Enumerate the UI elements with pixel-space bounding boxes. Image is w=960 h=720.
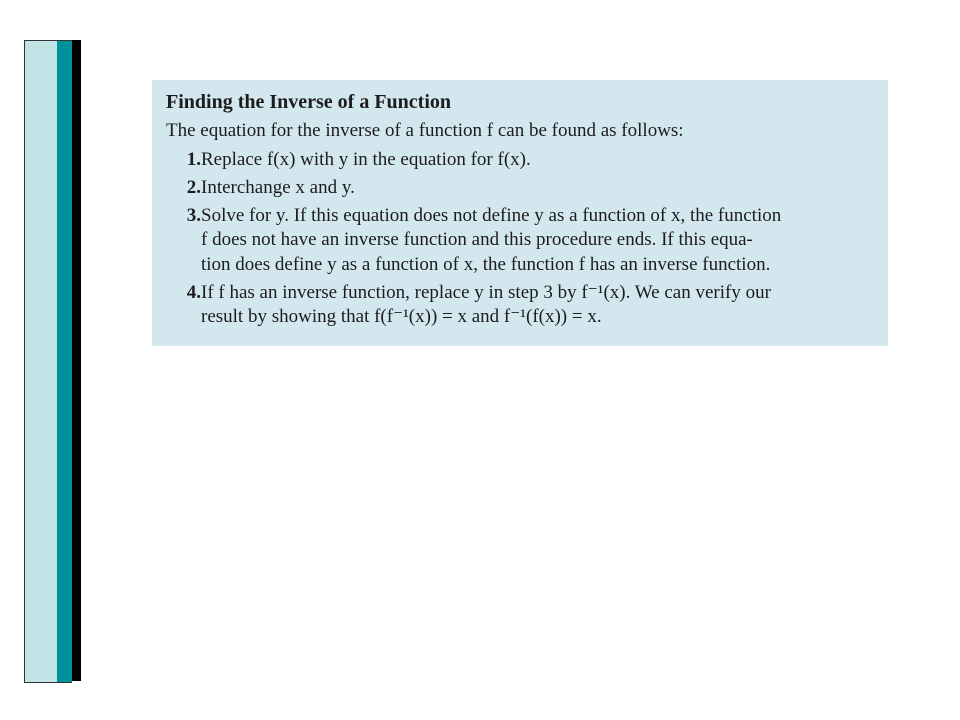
step-number: 1.	[186, 148, 201, 170]
step-item	[166, 281, 874, 330]
left-decorative-bar-teal	[57, 40, 72, 683]
step-number: 3.	[186, 204, 201, 226]
step-line: Interchange x and y.	[201, 176, 355, 198]
inverse-function-procedure-box	[152, 80, 888, 346]
step-item	[166, 204, 874, 278]
left-decorative-bar-dark	[72, 40, 81, 681]
step-line: If f has an inverse function, replace y in step 3 by f⁻¹(x). We can verify our	[201, 281, 771, 303]
step-number: 2.	[186, 176, 201, 198]
step-line: result by showing that f(f⁻¹(x)) = x and f⁻¹(f(x)) = x.	[201, 306, 602, 327]
step-number: 4.	[186, 281, 201, 303]
step-line: Replace f(x) with y in the equation for f(x).	[201, 148, 531, 170]
step-text	[201, 204, 874, 278]
step-line: f does not have an inverse function and this procedure ends. If this equa-	[201, 229, 753, 250]
step-item	[166, 148, 874, 173]
step-text	[201, 281, 874, 330]
step-line: tion does define y as a function of x, the function f has an inverse function.	[201, 253, 771, 275]
step-text	[201, 176, 874, 201]
step-text	[201, 148, 874, 173]
left-decorative-bar-light	[24, 40, 57, 683]
step-item	[166, 176, 874, 201]
box-intro: The equation for the inverse of a function f can be found as follows:	[166, 120, 684, 141]
step-line: Solve for y. If this equation does not define y as a function of x, the function	[201, 204, 782, 226]
box-title: Finding the Inverse of a Function	[166, 91, 452, 113]
steps-list	[166, 148, 874, 330]
